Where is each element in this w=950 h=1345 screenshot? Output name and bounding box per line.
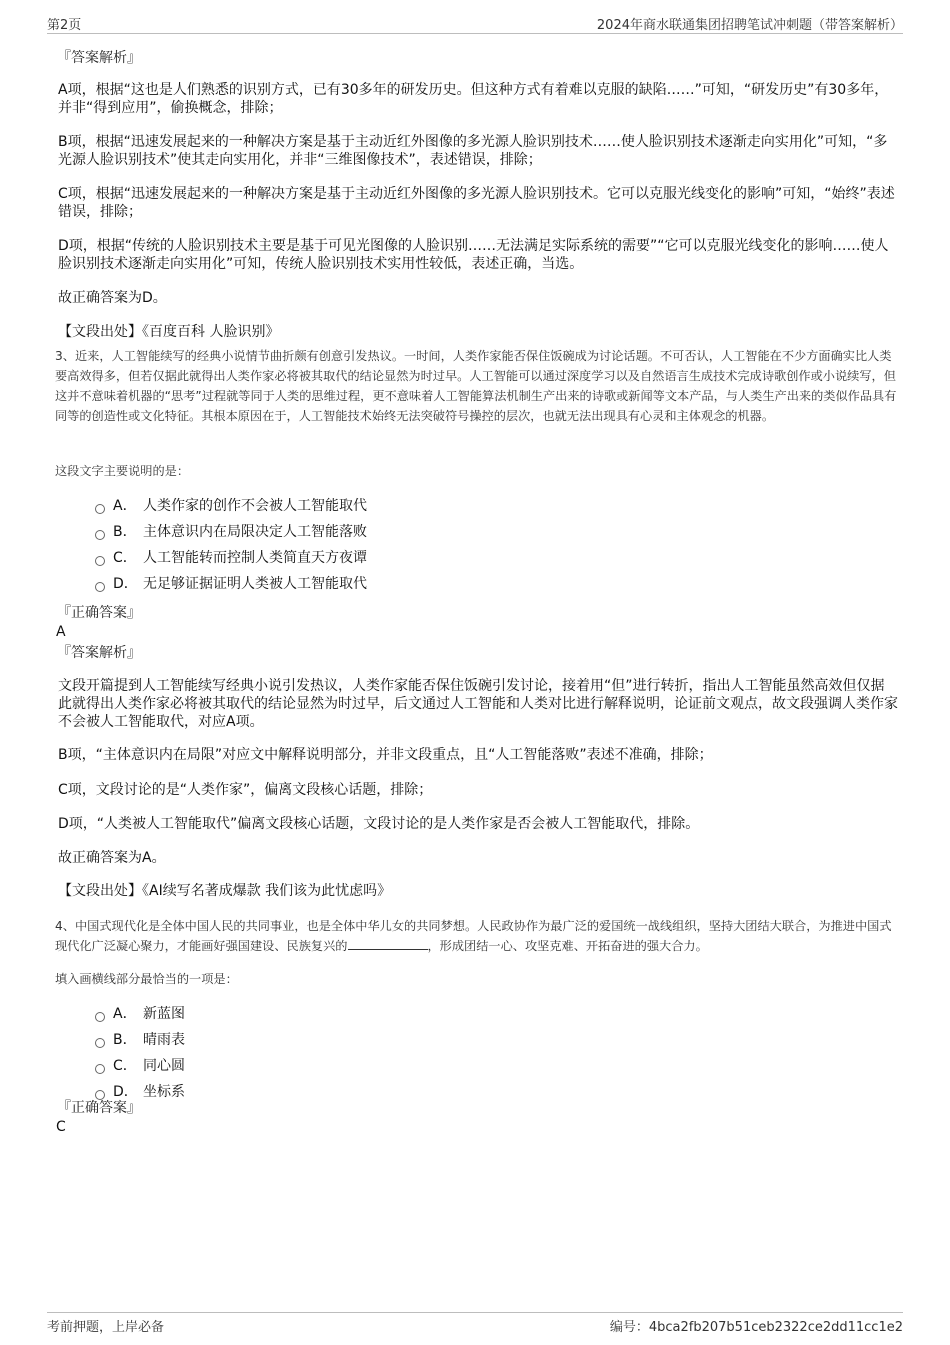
q3-analysis-c: C项，文段讨论的是“人类作家”，偏离文段核心话题，排除； [58,782,433,798]
radio-icon[interactable] [95,530,105,540]
q3-analysis-tag: 『答案解析』 [57,645,141,661]
q3-option-b[interactable]: B． 主体意识内在局限决定人工智能落败 [95,519,367,545]
page-footer [47,1312,903,1335]
q3-prompt: 这段文字主要说明的是： [55,464,190,478]
q3-analysis-d: D项，“人类被人工智能取代”偏离文段核心话题，文段讨论的是人类作家是否会被人工智能取代，排除。 [58,816,700,832]
q4-option-a[interactable]: A． 新蓝图 [95,1001,185,1027]
q3-answer-tag: 『正确答案』 [57,605,141,621]
document-code: 编号：4bca2fb207b51ceb2322ce2dd11cc1e2 [609,1320,903,1335]
page-number: 第2页 [47,18,82,33]
document-title: 2024年商水联通集团招聘笔试冲刺题（带答案解析） [596,18,903,33]
radio-icon[interactable] [95,1038,105,1048]
q2-analysis-c: C项，根据“迅速发展起来的一种解决方案是基于主动近红外图像的多光源人脸识别技术。它可以克服光线变化的影响”可知，“始终”表述错误，排除； [58,186,895,220]
q3-option-c[interactable]: C． 人工智能转而控制人类简直天方夜谭 [95,545,367,571]
q3-options [95,493,367,597]
q4-question-text: 4、中国式现代化是全体中国人民的共同事业，也是全体中华儿女的共同梦想。人民政协作为最广泛的爱国统一战线组织，坚持大团结大联合，为推进中国式现代化广泛凝心聚力，才能画好强国建设、民族复兴的 ，形成团结一心、攻坚克难、开拓奋进的强大合力。 [55,919,892,953]
page-header [47,14,903,34]
q4-answer-tag: 『正确答案』 [57,1100,141,1116]
radio-icon[interactable] [95,556,105,566]
q4-option-b[interactable]: B． 晴雨表 [95,1027,185,1053]
q2-source: 【文段出处】《百度百科 人脸识别》 [58,324,280,340]
q4-option-c[interactable]: C． 同心圆 [95,1053,185,1079]
q3-analysis-b: B项，“主体意识内在局限”对应文中解释说明部分，并非文段重点，且“人工智能落败”表述不准确，排除； [58,747,713,763]
q3-option-d[interactable]: D． 无足够证据证明人类被人工智能取代 [95,571,367,597]
q2-analysis-b: B项，根据“迅速发展起来的一种解决方案是基于主动近红外图像的多光源人脸识别技术……使人脸识别技术逐渐走向实用化”可知，“多光源人脸识别技术”使其走向实用化，并非“三维图像技术”，表述错误，排除； [58,134,888,168]
q3-question-text: 3、近来，人工智能续写的经典小说情节曲折颇有创意引发热议。一时间，人类作家能否保住饭碗成为讨论话题。不可否认，人工智能在不少方面确实比人类要高效得多，但若仅据此就得出人类作家必将被其取代的结论显然为时过早。人工智能可以通过深度学习以及自然语言生成技术完成诗歌创作或小说续写，但这并不意味着机器的“思考”过程就等同于人类的思维过程，更不意味着人工智能算法机制生产出来的诗歌或新闻等文本产品，与人类生产出来的类似作品具有同等的创造性或文化特征。其根本原因在于，人工智能技术始终无法突破符号操控的层次，也就无法出现具有心灵和主体观念的机器。 [55,349,897,423]
q4-options [95,1001,185,1105]
footer-slogan: 考前押题，上岸必备 [47,1320,165,1335]
q4-option-d[interactable]: D． 坐标系 [95,1079,185,1105]
q3-conclusion: 故正确答案为A。 [58,850,166,866]
q3-answer: A [56,624,66,640]
q2-analysis-d: D项，根据“传统的人脸识别技术主要是基于可见光图像的人脸识别……无法满足实际系统的需要”“它可以克服光线变化的影响……使人脸识别技术逐渐走向实用化”可知，传统人脸识别技术实用性较低，表述正确，当选。 [58,238,889,272]
radio-icon[interactable] [95,1012,105,1022]
q2-conclusion: 故正确答案为D。 [58,290,167,306]
radio-icon[interactable] [95,504,105,514]
q3-source: 【文段出处】《AI续写名著成爆款 我们该为此忧虑吗》 [58,883,392,899]
q4-prompt: 填入画横线部分最恰当的一项是： [55,972,238,986]
fill-blank [348,937,428,950]
radio-icon[interactable] [95,582,105,592]
q2-analysis-tag: 『答案解析』 [57,50,141,66]
q3-option-a[interactable]: A． 人类作家的创作不会被人工智能取代 [95,493,367,519]
q2-analysis-a: A项，根据“这也是人们熟悉的识别方式，已有30多年的研发历史。但这种方式有着难以克服的缺陷……”可知，“研发历史”有30多年，并非“得到应用”，偷换概念，排除； [58,82,889,116]
radio-icon[interactable] [95,1064,105,1074]
q4-answer: C [56,1119,66,1135]
q3-analysis-main: 文段开篇提到人工智能续写经典小说引发热议，人类作家能否保住饭碗引发讨论，接着用“但”进行转折，指出人工智能虽然高效但仅据此就得出人类作家必将被其取代的结论显然为时过早，后文通过人工智能和人类对比进行解释说明，论证前文观点，故文段强调人类作家不会被人工智能取代，对应A项。 [58,678,898,730]
